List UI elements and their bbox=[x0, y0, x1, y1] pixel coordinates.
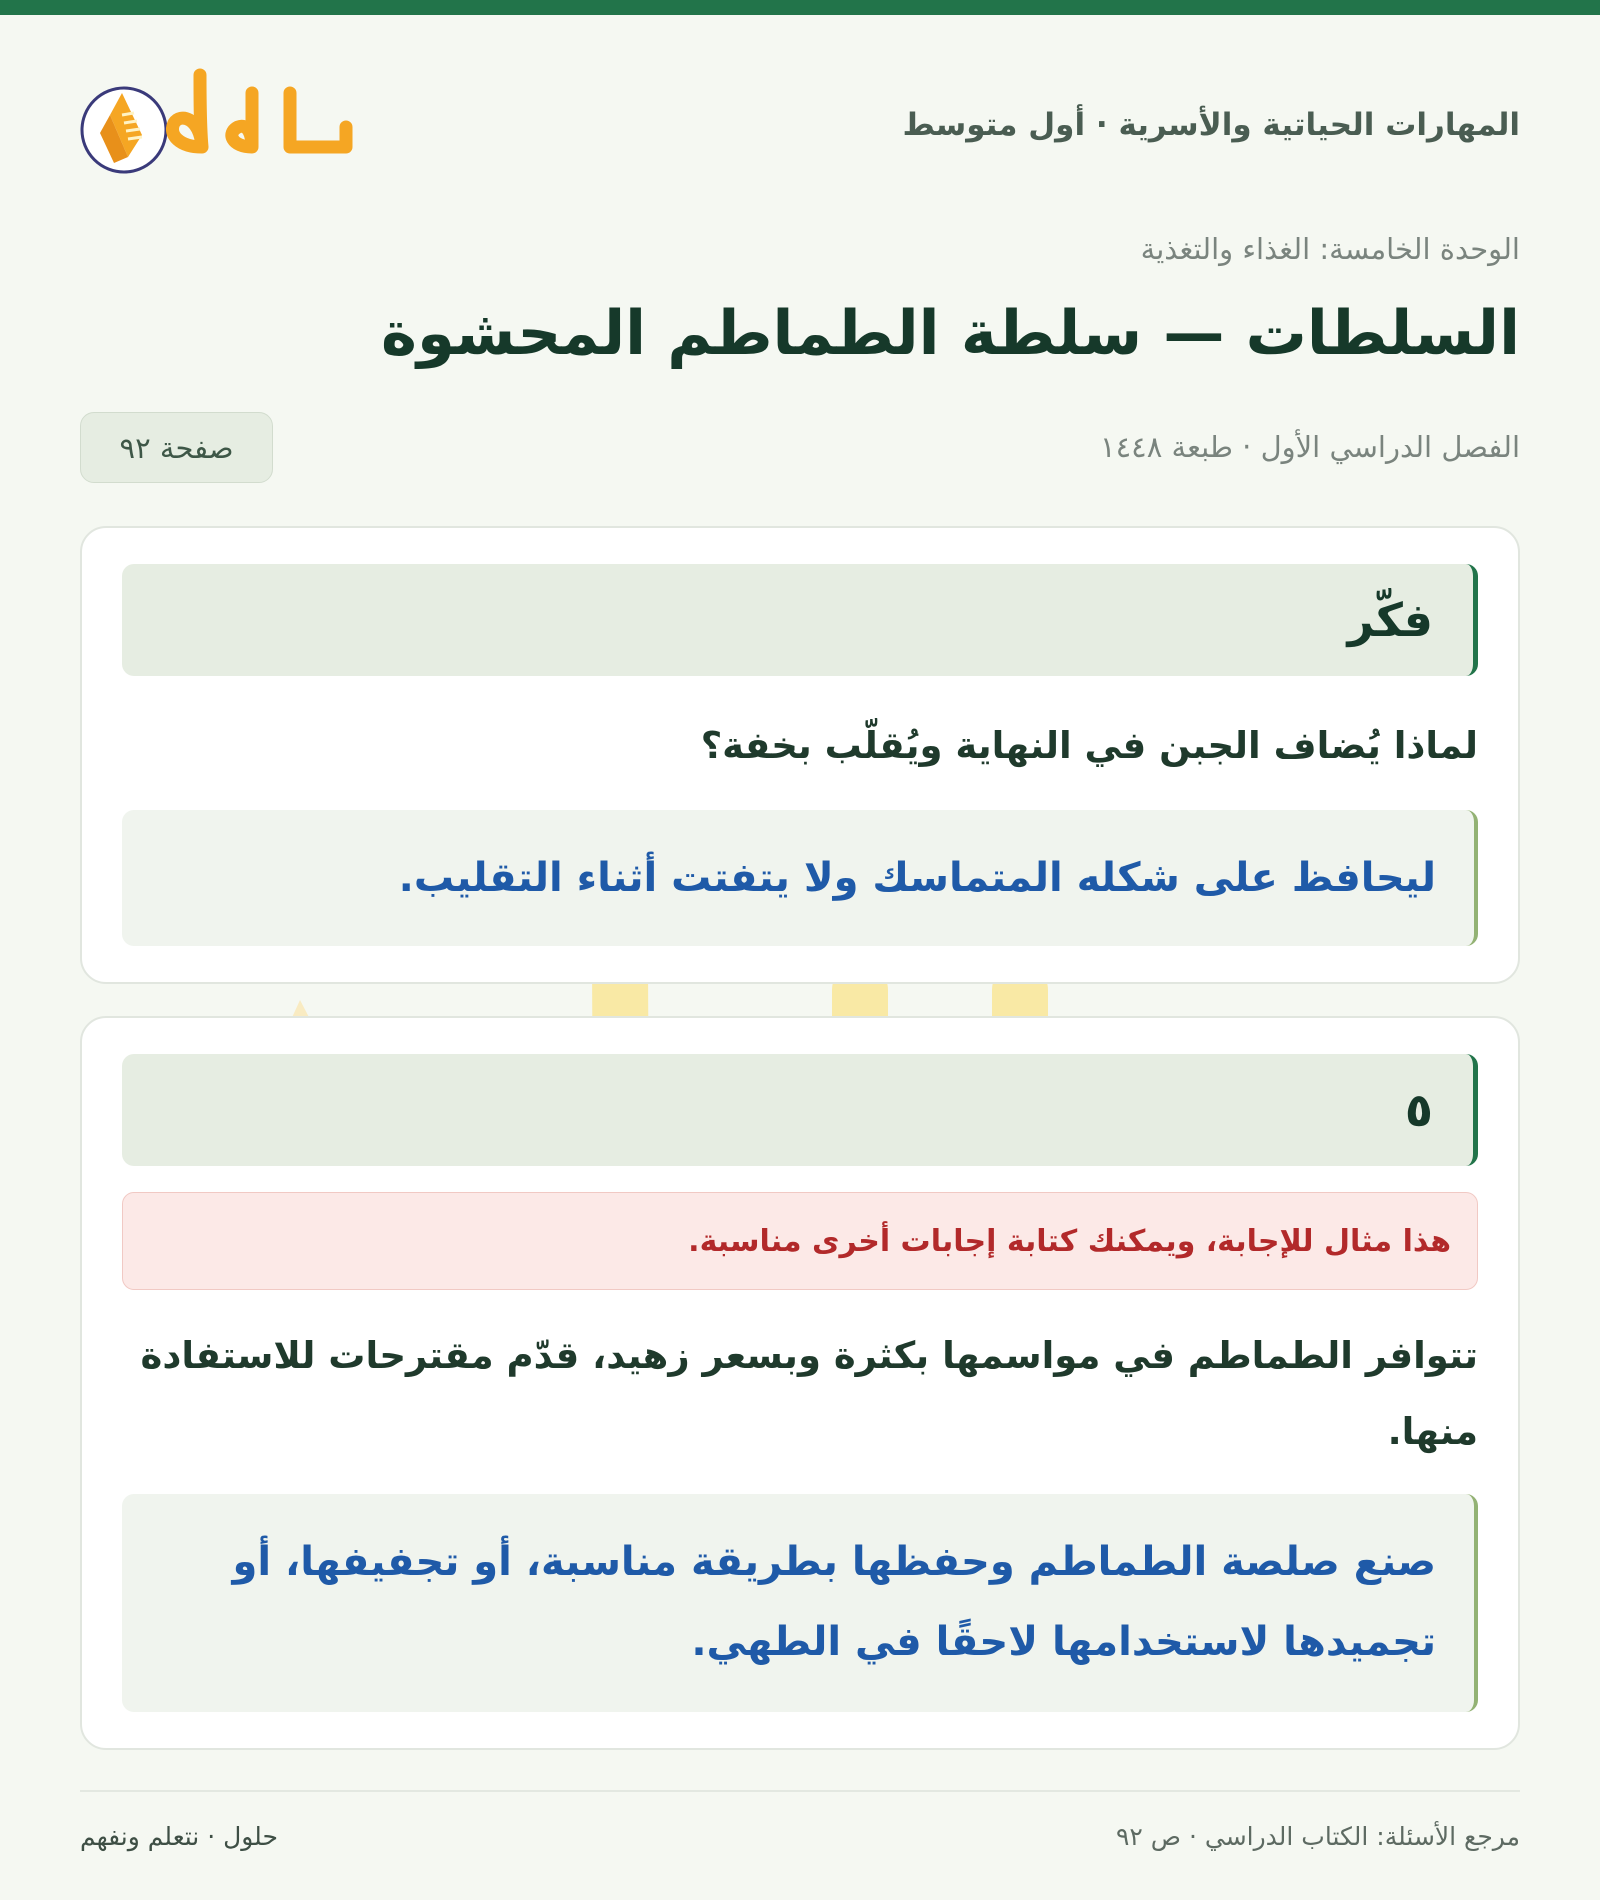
page-title: السلطات — سلطة الطماطم المحشوة bbox=[381, 298, 1520, 369]
example-answer-note: هذا مثال للإجابة، ويمكنك كتابة إجابات أخرى مناسبة. bbox=[122, 1192, 1478, 1290]
answer-box: صنع صلصة الطماطم وحفظها بطريقة مناسبة، أو تجفيفها، أو تجميدها لاستخدامها لاحقًا في الطهي. bbox=[122, 1494, 1478, 1712]
answer-box: ليحافظ على شكله المتماسك ولا يتفتت أثناء التقليب. bbox=[122, 810, 1478, 946]
hulul-logo bbox=[80, 65, 370, 185]
question-text: لماذا يُضاف الجبن في النهاية ويُقلّب بخفة؟ bbox=[700, 724, 1478, 767]
top-accent-bar bbox=[0, 0, 1600, 15]
footer-reference: مرجع الأسئلة: الكتاب الدراسي · ص ٩٢ bbox=[1115, 1822, 1520, 1851]
section-heading: ٥ bbox=[122, 1054, 1478, 1166]
question-card-think bbox=[80, 526, 1520, 984]
footer-brand: حلول · نتعلم ونفهم bbox=[80, 1822, 278, 1851]
section-heading: فكّر bbox=[122, 564, 1478, 676]
question-text: تتوافر الطماطم في مواسمها بكثرة وبسعر زهيد، قدّم مقترحات للاستفادة منها. bbox=[140, 1334, 1478, 1453]
edition-meta: الفصل الدراسي الأول · طبعة ١٤٤٨ bbox=[1100, 430, 1520, 464]
footer-divider bbox=[80, 1790, 1520, 1792]
question-card-5 bbox=[80, 1016, 1520, 1750]
unit-label: الوحدة الخامسة: الغذاء والتغذية bbox=[1140, 232, 1520, 266]
page-header bbox=[80, 65, 1520, 195]
subject-title: المهارات الحياتية والأسرية · أول متوسط bbox=[902, 107, 1520, 143]
page-number-badge: صفحة ٩٢ bbox=[80, 412, 273, 483]
